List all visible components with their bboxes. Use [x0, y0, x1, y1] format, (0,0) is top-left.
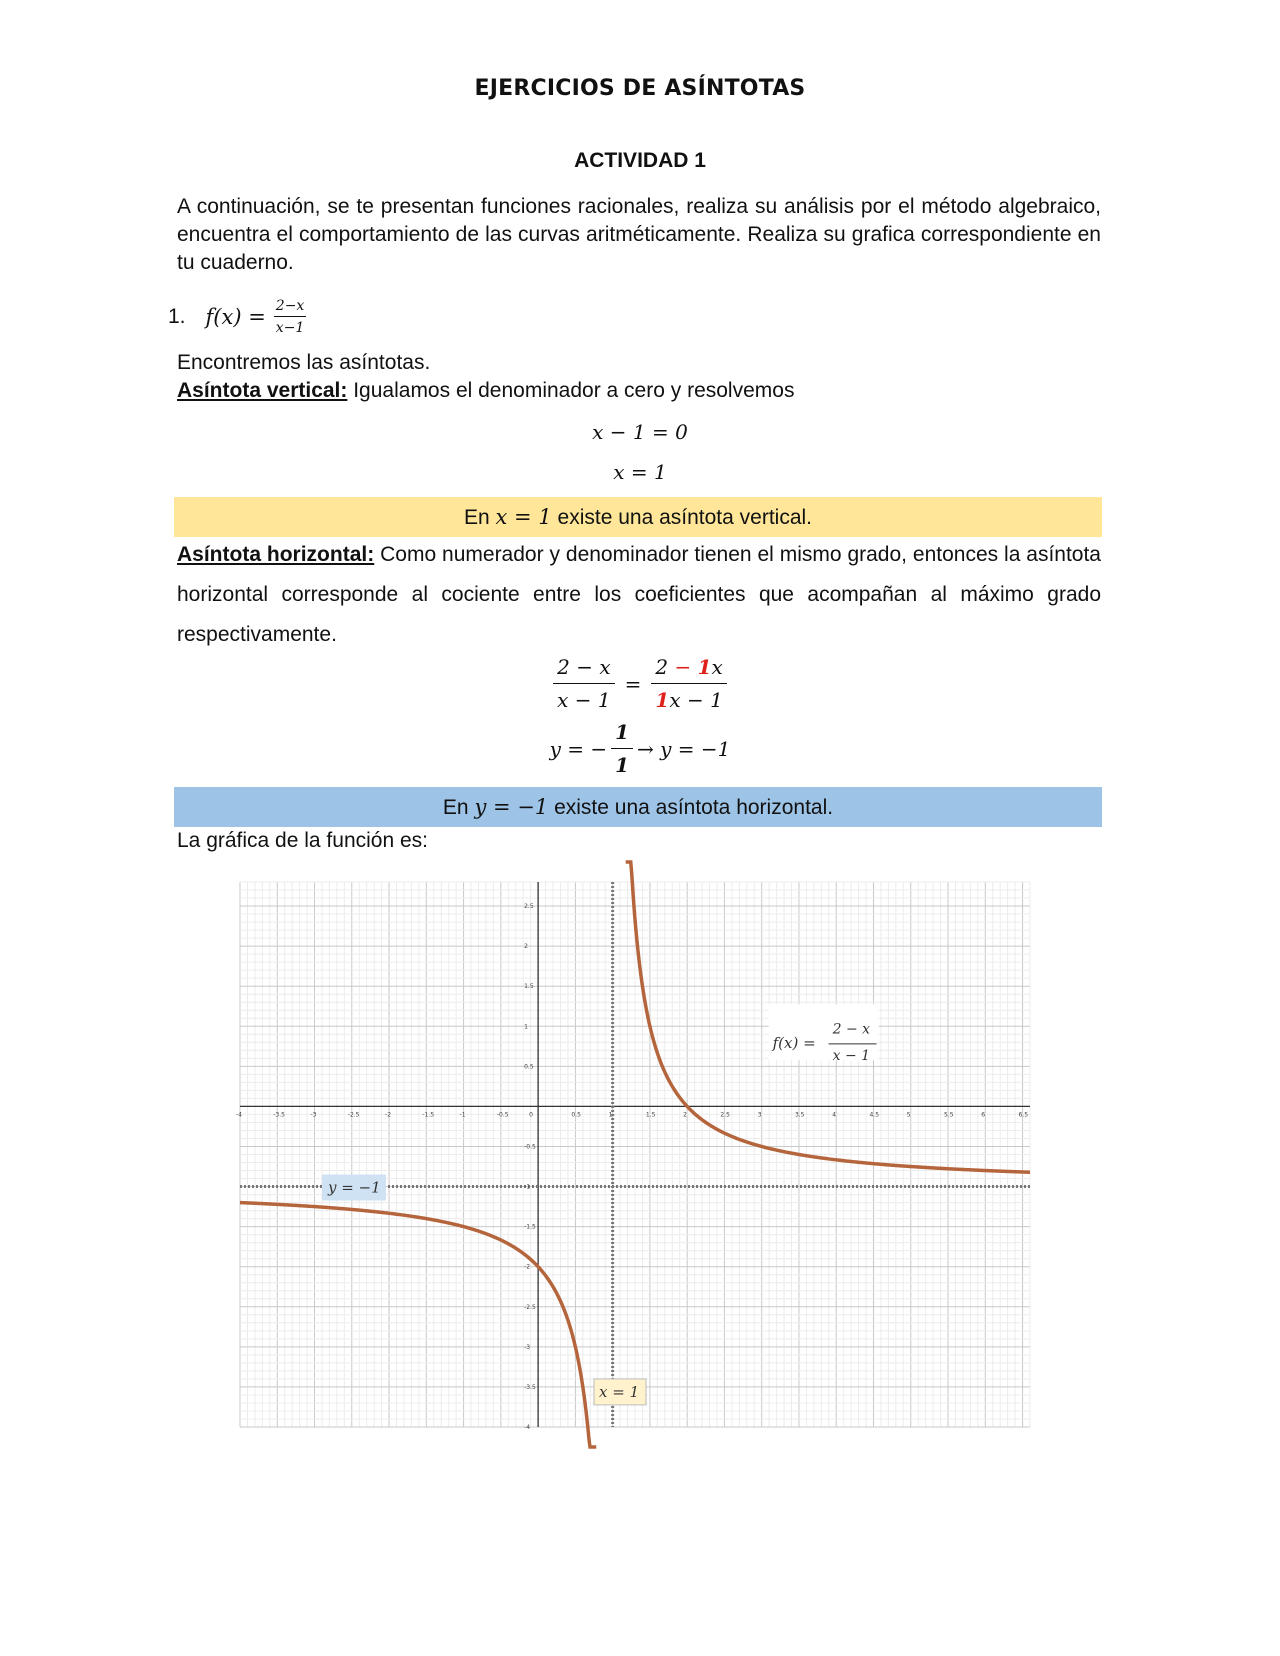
exercise-numerator: 2−x — [274, 298, 307, 317]
x-tick-label: 2 — [683, 1111, 687, 1119]
equals-sign: = — [624, 671, 642, 696]
vertical-eq-2: x = 1 — [613, 460, 667, 484]
curve-left-branch — [240, 1203, 596, 1447]
horizontal-asymptote-label: y = −1 — [327, 1178, 381, 1197]
exercise-fraction — [274, 298, 307, 336]
x-tick-label: 4.5 — [869, 1111, 880, 1119]
exercise-lhs: f(x) = — [205, 305, 266, 329]
function-graph — [236, 882, 1030, 1431]
y-lhs: y = − — [549, 736, 608, 761]
x-tick-label: 6.5 — [1018, 1111, 1029, 1119]
y-fraction-numerator: 1 — [611, 720, 633, 749]
exercise-number: 1. — [168, 305, 186, 328]
den-coefficient: 1 — [655, 688, 670, 712]
coefficient-equation — [0, 655, 1280, 712]
exercise-denominator: x−1 — [275, 320, 305, 336]
vertical-band-math: x = 1 — [495, 505, 552, 529]
x-tick-label: -3 — [310, 1111, 317, 1119]
y-fraction — [611, 720, 633, 777]
fraction-right-numerator — [651, 655, 726, 684]
vertical-asymptote-label: Asíntota vertical: — [177, 379, 348, 402]
y-tick-label: -2 — [524, 1263, 531, 1271]
x-tick-label: 3.5 — [794, 1111, 805, 1119]
y-tick-label: 0.5 — [524, 1063, 534, 1071]
num-term-b: − — [668, 655, 698, 679]
find-asymptotes-text: Encontremos las asíntotas. — [177, 351, 431, 374]
x-tick-label: 0 — [529, 1111, 533, 1119]
x-tick-label: -1 — [459, 1111, 466, 1119]
x-tick-label: -2 — [385, 1111, 392, 1119]
x-tick-label: -0.5 — [496, 1111, 509, 1119]
fraction-right-denominator — [655, 684, 722, 712]
den-term: x − 1 — [669, 688, 723, 712]
horizontal-band-math: y = −1 — [474, 795, 549, 819]
x-tick-label: 3 — [757, 1111, 762, 1119]
fraction-left-denominator: x − 1 — [557, 688, 611, 712]
y-tick-label: -1 — [524, 1183, 531, 1191]
function-label-numerator: 2 − x — [832, 1021, 871, 1038]
vertical-asymptote-line — [177, 379, 794, 403]
y-tick-label: -2.5 — [524, 1303, 536, 1311]
x-tick-label: -4 — [236, 1111, 242, 1119]
exercise-1 — [168, 298, 306, 336]
x-tick-label: 0.5 — [571, 1111, 581, 1119]
x-tick-label: 6 — [981, 1111, 986, 1119]
y-tick-label: -0.5 — [524, 1143, 536, 1151]
y-tick-label: -3.5 — [524, 1383, 536, 1391]
y-tick-label: 1 — [524, 1023, 528, 1031]
x-tick-label: 2.5 — [720, 1111, 730, 1119]
y-tick-label: -3 — [524, 1343, 531, 1351]
intro-paragraph: A continuación, se te presentan funciones racionales, realiza su análisis por el método algebraico, encuentra el comportamiento de las curvas aritméticamente. Realiza su grafica correspondiente en tu cuaderno. — [177, 195, 1101, 274]
y-result-equation — [0, 720, 1280, 777]
fraction-right — [651, 655, 726, 712]
vertical-band-pre: En — [464, 506, 496, 529]
x-tick-label: 5 — [906, 1111, 911, 1119]
horizontal-band-pre: En — [442, 796, 475, 819]
vertical-eq-1: x − 1 = 0 — [592, 420, 688, 444]
num-term-a: 2 — [655, 655, 669, 679]
x-tick-label: -1.5 — [422, 1111, 435, 1119]
y-tick-label: 2.5 — [524, 903, 534, 911]
horizontal-asymptote-label: Asíntota horizontal: — [177, 543, 375, 566]
function-label-denominator: x − 1 — [832, 1047, 871, 1064]
x-tick-label: 1 — [608, 1111, 613, 1119]
horizontal-conclusion-band — [174, 787, 1102, 827]
x-tick-label: 4 — [832, 1111, 837, 1119]
num-coefficient: 1 — [697, 655, 712, 679]
x-tick-label: -2.5 — [347, 1111, 360, 1119]
y-tick-label: 1.5 — [524, 983, 534, 991]
fraction-left — [553, 655, 614, 712]
vertical-asymptote-label: x = 1 — [599, 1382, 640, 1401]
x-tick-label: -3.5 — [273, 1111, 285, 1119]
horizontal-asymptote-text: Como numerador y denominador tienen el mismo grado, entonces la asíntota horizontal corresponde al cociente entre los coeficientes que acompañan al máximo grado respectivamente. — [177, 543, 1101, 646]
num-term-d: x — [711, 655, 723, 679]
fraction-left-numerator: 2 − x — [553, 655, 614, 684]
vertical-asymptote-text: Igualamos el denominador a cero y resolvemos — [347, 379, 795, 402]
horizontal-band-post: existe una asíntota horizontal. — [548, 796, 834, 819]
y-tick-label: -1.5 — [524, 1223, 536, 1231]
horizontal-asymptote-paragraph — [177, 535, 1101, 655]
x-tick-label: 5.5 — [944, 1111, 954, 1119]
y-fraction-denominator: 1 — [615, 753, 630, 777]
y-tick-label: 2 — [524, 943, 528, 951]
y-tick-label: -4 — [524, 1424, 531, 1431]
document-title: EJERCICIOS DE ASÍNTOTAS — [474, 76, 806, 101]
y-rhs: → y = −1 — [637, 736, 731, 761]
vertical-conclusion-band — [174, 497, 1102, 537]
vertical-band-post: existe una asíntota vertical. — [551, 506, 812, 529]
activity-title: ACTIVIDAD 1 — [574, 149, 706, 172]
function-label-lhs: f(x) = — [772, 1033, 816, 1052]
graph-intro-text: La gráfica de la función es: — [177, 829, 428, 852]
x-tick-label: 1.5 — [645, 1111, 656, 1119]
